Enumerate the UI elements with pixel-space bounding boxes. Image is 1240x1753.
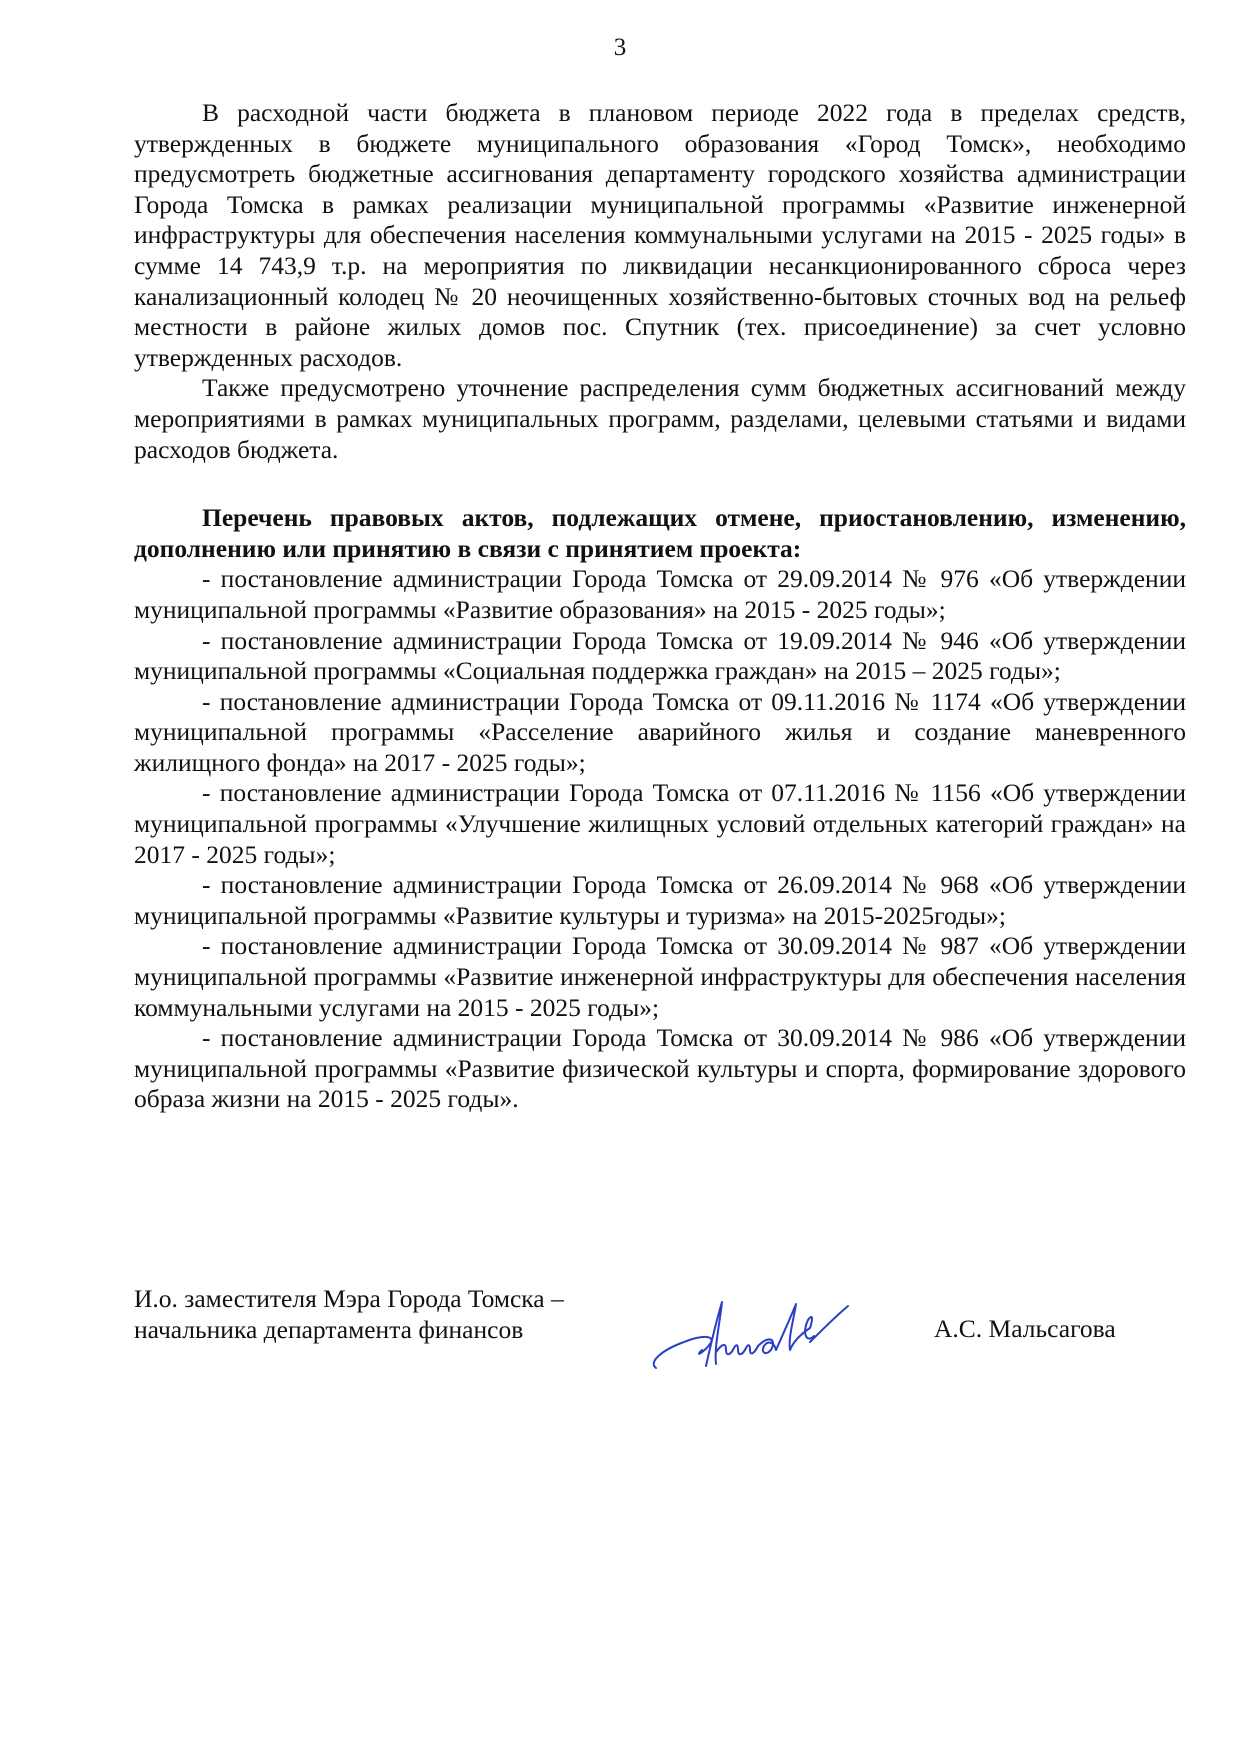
legal-act-item: - постановление администрации Города Томска от 30.09.2014 № 986 «Об утверждении муниципальной программы «Развитие физической культуры и спорта, формирование здорового образа жизни на 2015 - 2025 годы».: [134, 1023, 1186, 1114]
signatory-name: А.С. Мальсагова: [934, 1314, 1116, 1343]
signature-block: [134, 1284, 1186, 1384]
legal-act-item: - постановление администрации Города Томска от 07.11.2016 № 1156 «Об утверждении муниципальной программы «Улучшение жилищных условий отдельных категорий граждан» на 2017 - 2025 годы»;: [134, 778, 1186, 869]
page-number: 3: [613, 34, 627, 61]
signatory-title-line2: начальника департамента финансов: [134, 1314, 524, 1344]
legal-act-item: - постановление администрации Города Томска от 09.11.2016 № 1174 «Об утверждении муниципальной программы «Расселение аварийного жилья и создание маневренного жилищного фонда» на 2017 - 2025 годы»;: [134, 686, 1186, 777]
legal-acts-list: [134, 564, 1186, 1115]
signatory-title: [134, 1284, 564, 1345]
budget-paragraph: В расходной части бюджета в плановом периоде 2022 года в пределах средств, утвержденных в бюджете муниципального образования «Город Томск», необходимо предусмотреть бюджетные ассигнования департаменту городского хозяйства администрации Города Томска в рамках реализации муниципальной программы «Развитие инженерной инфраструктуры для обеспечения населения коммунальными услугами на 2015 - 2025 годы» в сумме 14 743,9 т.р. на мероприятия по ликвидации несанкционированного сброса через канализационный колодец № 20 неочищенных хозяйственно-бытовых сточных вод на рельеф местности в районе жилых домов пос. Спутник (тех. присоединение) за счет условно утвержденных расходов.: [134, 98, 1186, 372]
clarification-paragraph: Также предусмотрено уточнение распределения сумм бюджетных ассигнований между мероприятиями в рамках муниципальных программ, разделами, целевыми статьями и видами расходов бюджета.: [134, 373, 1186, 464]
signatory-title-line1: И.о. заместителя Мэра Города Томска –: [134, 1284, 564, 1313]
legal-act-item: - постановление администрации Города Томска от 29.09.2014 № 976 «Об утверждении муниципальной программы «Развитие образования» на 2015 - 2025 годы»;: [134, 564, 1186, 624]
document-body: [134, 98, 1186, 1115]
legal-act-item: - постановление администрации Города Томска от 30.09.2014 № 987 «Об утверждении муниципальной программы «Развитие инженерной инфраструктуры для обеспечения населения коммунальными услугами на 2015 - 2025 годы»;: [134, 931, 1186, 1022]
legal-act-item: - постановление администрации Города Томска от 19.09.2014 № 946 «Об утверждении муниципальной программы «Социальная поддержка граждан» на 2015 – 2025 годы»;: [134, 625, 1186, 686]
acts-heading: Перечень правовых актов, подлежащих отмене, приостановлению, изменению, дополнению или принятию в связи с принятием проекта:: [134, 503, 1186, 563]
handwritten-signature-icon: [644, 1292, 854, 1372]
legal-act-item: - постановление администрации Города Томска от 26.09.2014 № 968 «Об утверждении муниципальной программы «Развитие культуры и туризма» на 2015-2025годы»;: [134, 870, 1186, 930]
